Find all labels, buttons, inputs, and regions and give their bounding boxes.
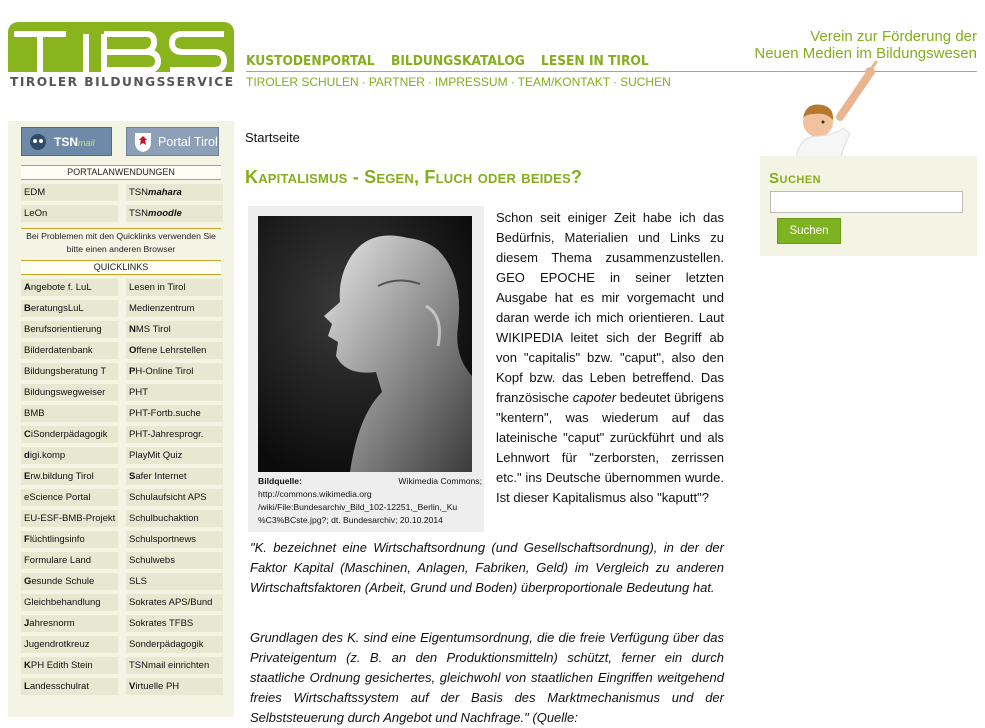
quicklink-item[interactable] [21,384,118,401]
intro-text-b: bedeutet übrigens "kentern", was wiederum auf das lateinische "caput" zurückführt und als Lehnwort für "zerborsten, zerrissen etc." ins Deutsche übernommen wurde. Ist dieser Kapitalismus also "kaputt"? [496,390,724,505]
subnav-partner[interactable]: PARTNER [368,75,425,89]
quicklink-label: Schulwebs [129,555,175,566]
quicklink-item[interactable] [21,678,118,695]
quicklink-label: Berufsorientierung [24,324,102,335]
tsn-mail-label: TSNmail [54,135,95,149]
pointing-child-illustration [790,62,880,160]
article-quote-2: Grundlagen des K. sind eine Eigentumsordnung, die die freie Verfügung über das Privateigentum (z. B. an den Produktionsmitteln) schützt, ferner ein durch staatliche Ordnung gesichertes, gleichwohl von staatlichen Eingriffen weitgehend freies Wirtschaftssystem auf der Basis des Marktmechanismus und der Selbststeuerung durch Angebot und Nachfrage." (Quelle: [250,630,724,725]
left-sidebar [8,121,234,717]
subnav-impressum[interactable]: IMPRESSUM [434,75,508,89]
quicklink-item[interactable] [126,342,223,359]
intro-italic-word: capoter [572,390,617,405]
article-figure [248,206,484,532]
quicklink-label: Formulare Land [24,555,92,566]
caption-source-line [258,475,482,488]
logo-letters-graphic [8,22,234,72]
quicklink-item[interactable] [21,636,118,653]
quicklink-item[interactable] [126,321,223,338]
logo-band [8,22,234,72]
quicklink-label: PlayMit Quiz [129,450,183,461]
quicklink-label: Sonderpädagogik [129,639,204,650]
quicklink-label: Bildungsberatung T [24,366,107,377]
quicklink-item[interactable] [126,573,223,590]
portal-app-tsn-mahara[interactable]: TSNmahara [126,184,223,201]
quicklink-initial: G [24,576,32,587]
article-title: Kapitalismus - Segen, Fluch oder beides? [245,167,583,187]
quicklink-label: BMB [24,408,45,419]
tibs-logo[interactable] [8,22,234,92]
portal-app-leon[interactable]: LeOn [21,205,118,222]
quicklink-initial: d [24,450,30,461]
quicklink-label: esunde Schule [31,576,95,587]
quicklink-item[interactable] [21,321,118,338]
quicklink-item[interactable] [126,468,223,485]
subnav-separator: · [361,75,366,89]
quicklink-item[interactable] [126,279,223,296]
quicklink-item[interactable] [21,510,118,527]
quicklink-label: MS Tirol [135,324,171,335]
subnav-separator: · [613,75,618,89]
quicklink-item[interactable] [126,531,223,548]
search-heading: Suchen [769,170,822,187]
breadcrumb[interactable]: Startseite [245,130,300,145]
tsn-mascot-icon [26,132,50,152]
tagline-line-2: Neuen Medien im Bildungswesen [754,45,977,62]
quicklink-item[interactable] [126,594,223,611]
quicklink-item[interactable] [21,468,118,485]
quicklink-item[interactable] [21,657,118,674]
quicklink-label: SLS [129,576,147,587]
quicklink-label: Medienzentrum [129,303,195,314]
quicklink-label: ahresnorm [29,618,75,629]
quicklink-initial: B [24,303,31,314]
caption-url-1[interactable]: http://commons.wikimedia.org [258,489,372,499]
quicklink-label: ngebote f. LuL [30,282,92,293]
bust-photo [258,216,472,472]
quicklink-label: iSonderpädagogik [30,429,108,440]
quicklink-item[interactable] [21,594,118,611]
quicklink-initial: J [24,618,30,629]
subnav-tiroler-schulen[interactable]: TIROLER SCHULEN [246,75,359,89]
quicklink-label: Sokrates APS/Bund [129,597,213,608]
quicklink-label: igi.komp [29,450,66,461]
quicklink-label: PH Edith Stein [30,660,93,671]
quicklink-item[interactable] [126,510,223,527]
quicklink-item[interactable] [126,363,223,380]
portal-apps-grid [8,180,234,226]
nav-lesen-in-tirol[interactable]: LESEN IN TIROL [541,54,649,69]
quicklink-item[interactable] [21,300,118,317]
quicklink-item[interactable] [21,342,118,359]
quicklink-item[interactable] [126,300,223,317]
portal-app-tsn-moodle[interactable]: TSNmoodle [126,205,223,222]
quicklink-item[interactable] [126,489,223,506]
quicklinks-browser-hint: Bei Problemen mit den Quicklinks verwenden Sie bitte einen anderen Browser [21,228,221,256]
quicklink-label: Schulbuchaktion [129,513,199,524]
quicklink-initial: S [129,471,136,482]
caption-url-3: %C3%BCste.jpg?; dt. Bundesarchiv; 20.10.2014 [258,515,443,525]
quicklink-item[interactable] [21,573,118,590]
quicklink-item[interactable] [21,405,118,422]
quicklink-initial: P [129,366,136,377]
quicklink-item[interactable] [126,552,223,569]
quicklink-item[interactable] [21,552,118,569]
tagline-line-1: Verein zur Förderung der [810,28,977,45]
caption-label: Bildquelle: [258,476,302,486]
quicklink-label: Schulsportnews [129,534,197,545]
portal-tirol-label: Portal Tirol [158,135,218,149]
quicklink-label: Sokrates TFBS [129,618,194,629]
quicklink-label: PHT-Jahresprogr. [129,429,204,440]
quicklink-label: Bildungswegweiser [24,387,106,398]
quicklink-label: Schulaufsicht APS [129,492,207,503]
search-button[interactable]: Suchen [777,218,841,244]
quicklink-label: rw.bildung Tirol [30,471,94,482]
quicklink-item[interactable] [126,384,223,401]
quicklink-label: PHT [129,387,148,398]
quicklink-initial: N [129,324,136,335]
article-intro [496,208,724,508]
intro-text-a: Schon seit einiger Zeit habe ich das Bedürfnis, Materialien und Links zu diesem Thema zusammenzustellen. GEO EPOCHE in seiner letzten Ausgabe hat es mir vorgemacht und daran werde ich mich orientieren. Laut WIKIPEDIA leitet sich der Begriff ab von "capitalis" bzw. "caput", also den Kopf bzw. das Leben betreffend. Das französische [496,210,724,405]
quicklink-item[interactable] [21,363,118,380]
site-tagline [754,28,977,62]
quicklink-initial: O [129,345,137,356]
quicklink-label: TSNmail einrichten [129,660,210,671]
quicklink-initial: F [24,534,30,545]
quicklink-initial: E [24,471,31,482]
quicklink-item[interactable] [126,636,223,653]
quicklink-item[interactable] [126,678,223,695]
tsn-mail-button[interactable] [21,127,112,156]
quicklink-label: Lesen in Tirol [129,282,186,293]
quicklink-label: ffene Lehrstellen [136,345,207,356]
quicklink-label: eratungsLuL [30,303,84,314]
quicklink-label: PHT-Fortb.suche [129,408,201,419]
caption-source: Wikimedia Commons; [398,476,482,486]
partner-links [8,121,234,165]
quicklinks-heading: QUICKLINKS [21,260,221,275]
subnav-team-kontakt[interactable]: TEAM/KONTAKT [517,75,611,89]
subnav-separator: · [427,75,432,89]
quicklink-label: andesschulrat [29,681,89,692]
quicklink-initial: C [24,429,31,440]
portal-app-edm[interactable]: EDM [21,184,118,201]
quicklink-item[interactable] [126,447,223,464]
portal-tirol-button[interactable] [126,127,219,156]
quicklink-initial: L [24,681,30,692]
quicklink-item[interactable] [126,405,223,422]
search-input[interactable] [770,191,963,213]
logo-subtitle: TIROLER BILDUNGSSERVICE [10,75,235,89]
quicklinks-grid [8,275,234,699]
quicklink-label: irtuelle PH [135,681,180,692]
nav-kustodenportal[interactable]: KUSTODENPORTAL [246,54,375,69]
caption-url-2[interactable]: /wiki/File:Bundesarchiv_Bild_102-12251,_Berlin,_Ku [258,502,458,512]
search-panel [760,156,977,256]
quicklink-initial: V [129,681,136,692]
quicklink-label: Gleichbehandlung [24,597,101,608]
quicklink-item[interactable] [21,279,118,296]
quicklink-item[interactable] [21,615,118,632]
subnav-separator: · [510,75,515,89]
quicklink-label: H-Online Tirol [135,366,194,377]
quicklink-label: EU-ESF-BMB-Projekt [24,513,116,524]
quicklink-item[interactable] [21,426,118,443]
quicklink-label: Bilderdatenbank [24,345,93,356]
portal-apps-heading: PORTALANWENDUNGEN [21,165,221,180]
quicklink-label: eScience Portal [24,492,91,503]
quicklink-label: lüchtlingsinfo [29,534,85,545]
quicklink-item[interactable] [126,615,223,632]
quicklink-item[interactable] [126,657,223,674]
sub-navigation [246,75,671,89]
quicklink-item[interactable] [21,531,118,548]
quicklink-item[interactable] [21,489,118,506]
quicklink-label: afer Internet [135,471,187,482]
nav-bildungskatalog[interactable]: BILDUNGSKATALOG [390,54,525,69]
quicklink-initial: A [24,282,31,293]
article-quote-1: "K. bezeichnet eine Wirtschaftsordnung (und Gesellschaftsordnung), in der der Faktor Kapital (Maschinen, Anlagen, Fabriken, Geld) im Vergleich zu anderen Wirtschaftsfaktoren (Arbeit, Grund und Boden) überproportionale Bedeutung hat. [250,540,724,595]
quicklink-item[interactable] [21,447,118,464]
subnav-suchen[interactable]: SUCHEN [620,75,671,89]
figure-caption [258,475,482,527]
tirol-eagle-icon [133,131,153,153]
quicklink-initial: K [24,660,31,671]
quicklink-label: Jugendrotkreuz [24,639,90,650]
quicklink-item[interactable] [126,426,223,443]
